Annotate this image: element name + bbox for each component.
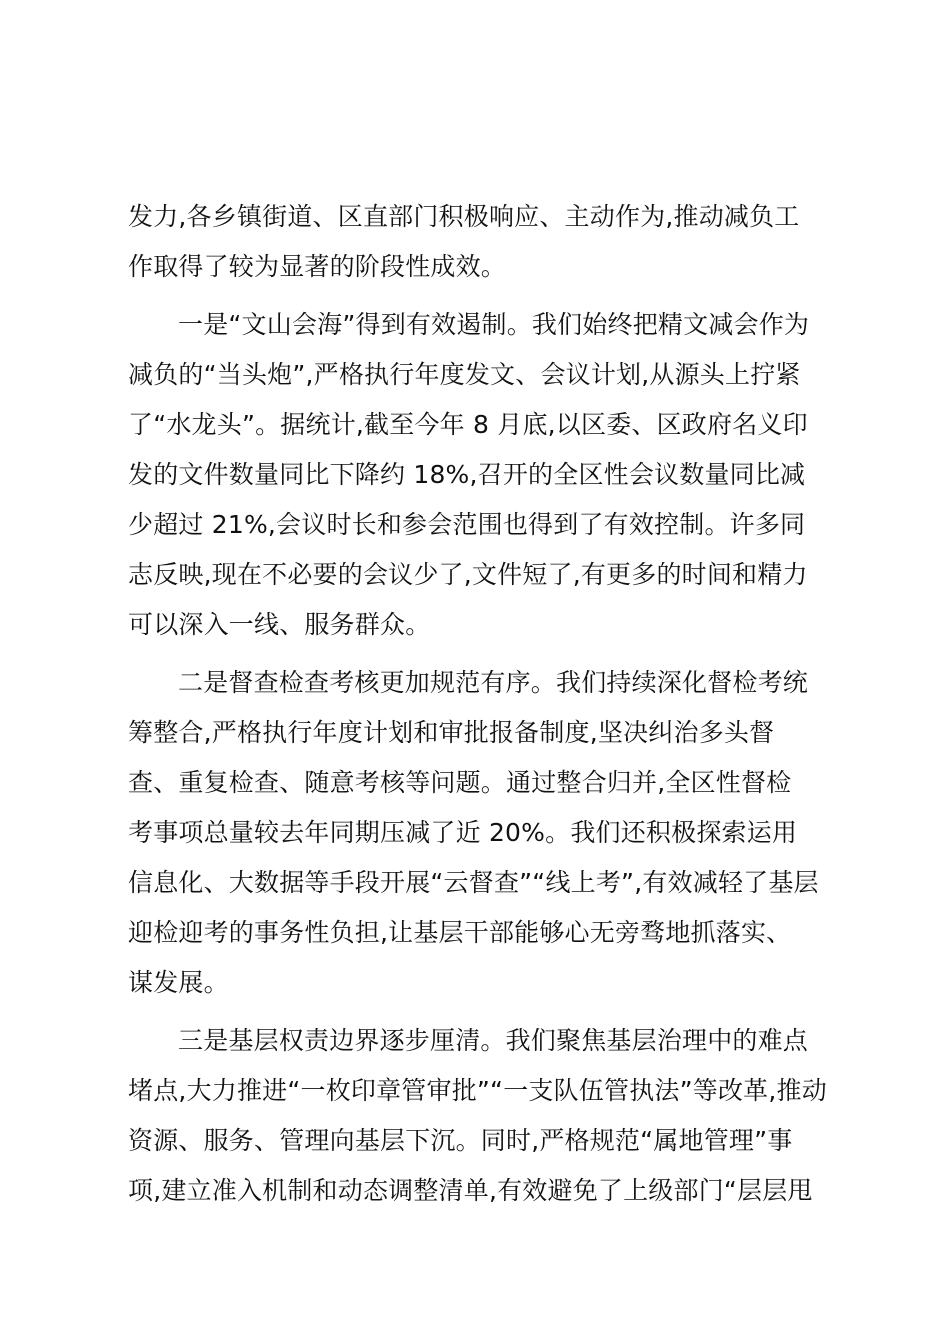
paragraph-line: 志反映,现在不必要的会议少了,文件短了,有更多的时间和精力 xyxy=(128,560,808,589)
paragraph-line: 资源、服务、管理向基层下沉。同时,严格规范“属地管理”事 xyxy=(128,1126,793,1155)
paragraph-line: 减负的“当头炮”,严格执行年度发文、会议计划,从源头上拧紧 xyxy=(128,360,801,389)
paragraph-line: 可以深入一线、服务群众。 xyxy=(128,610,431,639)
paragraph-line: 堵点,大力推进“一枚印章管审批”“一支队伍管执法”等改革,推动 xyxy=(128,1076,827,1105)
paragraph-point-three xyxy=(128,1016,828,1216)
paragraph-line: 谋发展。 xyxy=(128,968,229,997)
paragraph-point-two xyxy=(128,658,828,1008)
paragraph-point-one xyxy=(128,300,828,650)
paragraph-line: 项,建立准入机制和动态调整清单,有效避免了上级部门“层层甩 xyxy=(128,1176,813,1205)
paragraph-line: 作取得了较为显著的阶段性成效。 xyxy=(128,252,507,281)
paragraph-line: 查、重复检查、随意考核等问题。通过整合归并,全区性督检 xyxy=(128,768,792,797)
paragraph-line: 二是督查检查考核更加规范有序。我们持续深化督检考统 xyxy=(178,668,809,697)
paragraph-line: 考事项总量较去年同期压减了近 20%。我们还积极探索运用 xyxy=(128,818,798,847)
paragraph-line: 迎检迎考的事务性负担,让基层干部能够心无旁骛地抓落实、 xyxy=(128,918,792,947)
paragraph-line: 一是“文山会海”得到有效遏制。我们始终把精文减会作为 xyxy=(178,310,810,339)
paragraph-line: 发的文件数量同比下降约 18%,召开的全区性会议数量同比减 xyxy=(128,460,806,489)
paragraph-line: 三是基层权责边界逐步厘清。我们聚焦基层治理中的难点 xyxy=(178,1026,809,1055)
paragraph-line: 发力,各乡镇街道、区直部门积极响应、主动作为,推动减负工 xyxy=(128,202,800,231)
paragraph-intro xyxy=(128,192,828,292)
paragraph-line: 筹整合,严格执行年度计划和审批报备制度,坚决纠治多头督 xyxy=(128,718,775,747)
paragraph-line: 少超过 21%,会议时长和参会范围也得到了有效控制。许多同 xyxy=(128,510,806,539)
paragraph-line: 了“水龙头”。据统计,截至今年 8 月底,以区委、区政府名义印 xyxy=(128,410,808,439)
document-body xyxy=(128,192,828,1216)
paragraph-line: 信息化、大数据等手段开展“云督查”“线上考”,有效减轻了基层 xyxy=(128,868,819,897)
